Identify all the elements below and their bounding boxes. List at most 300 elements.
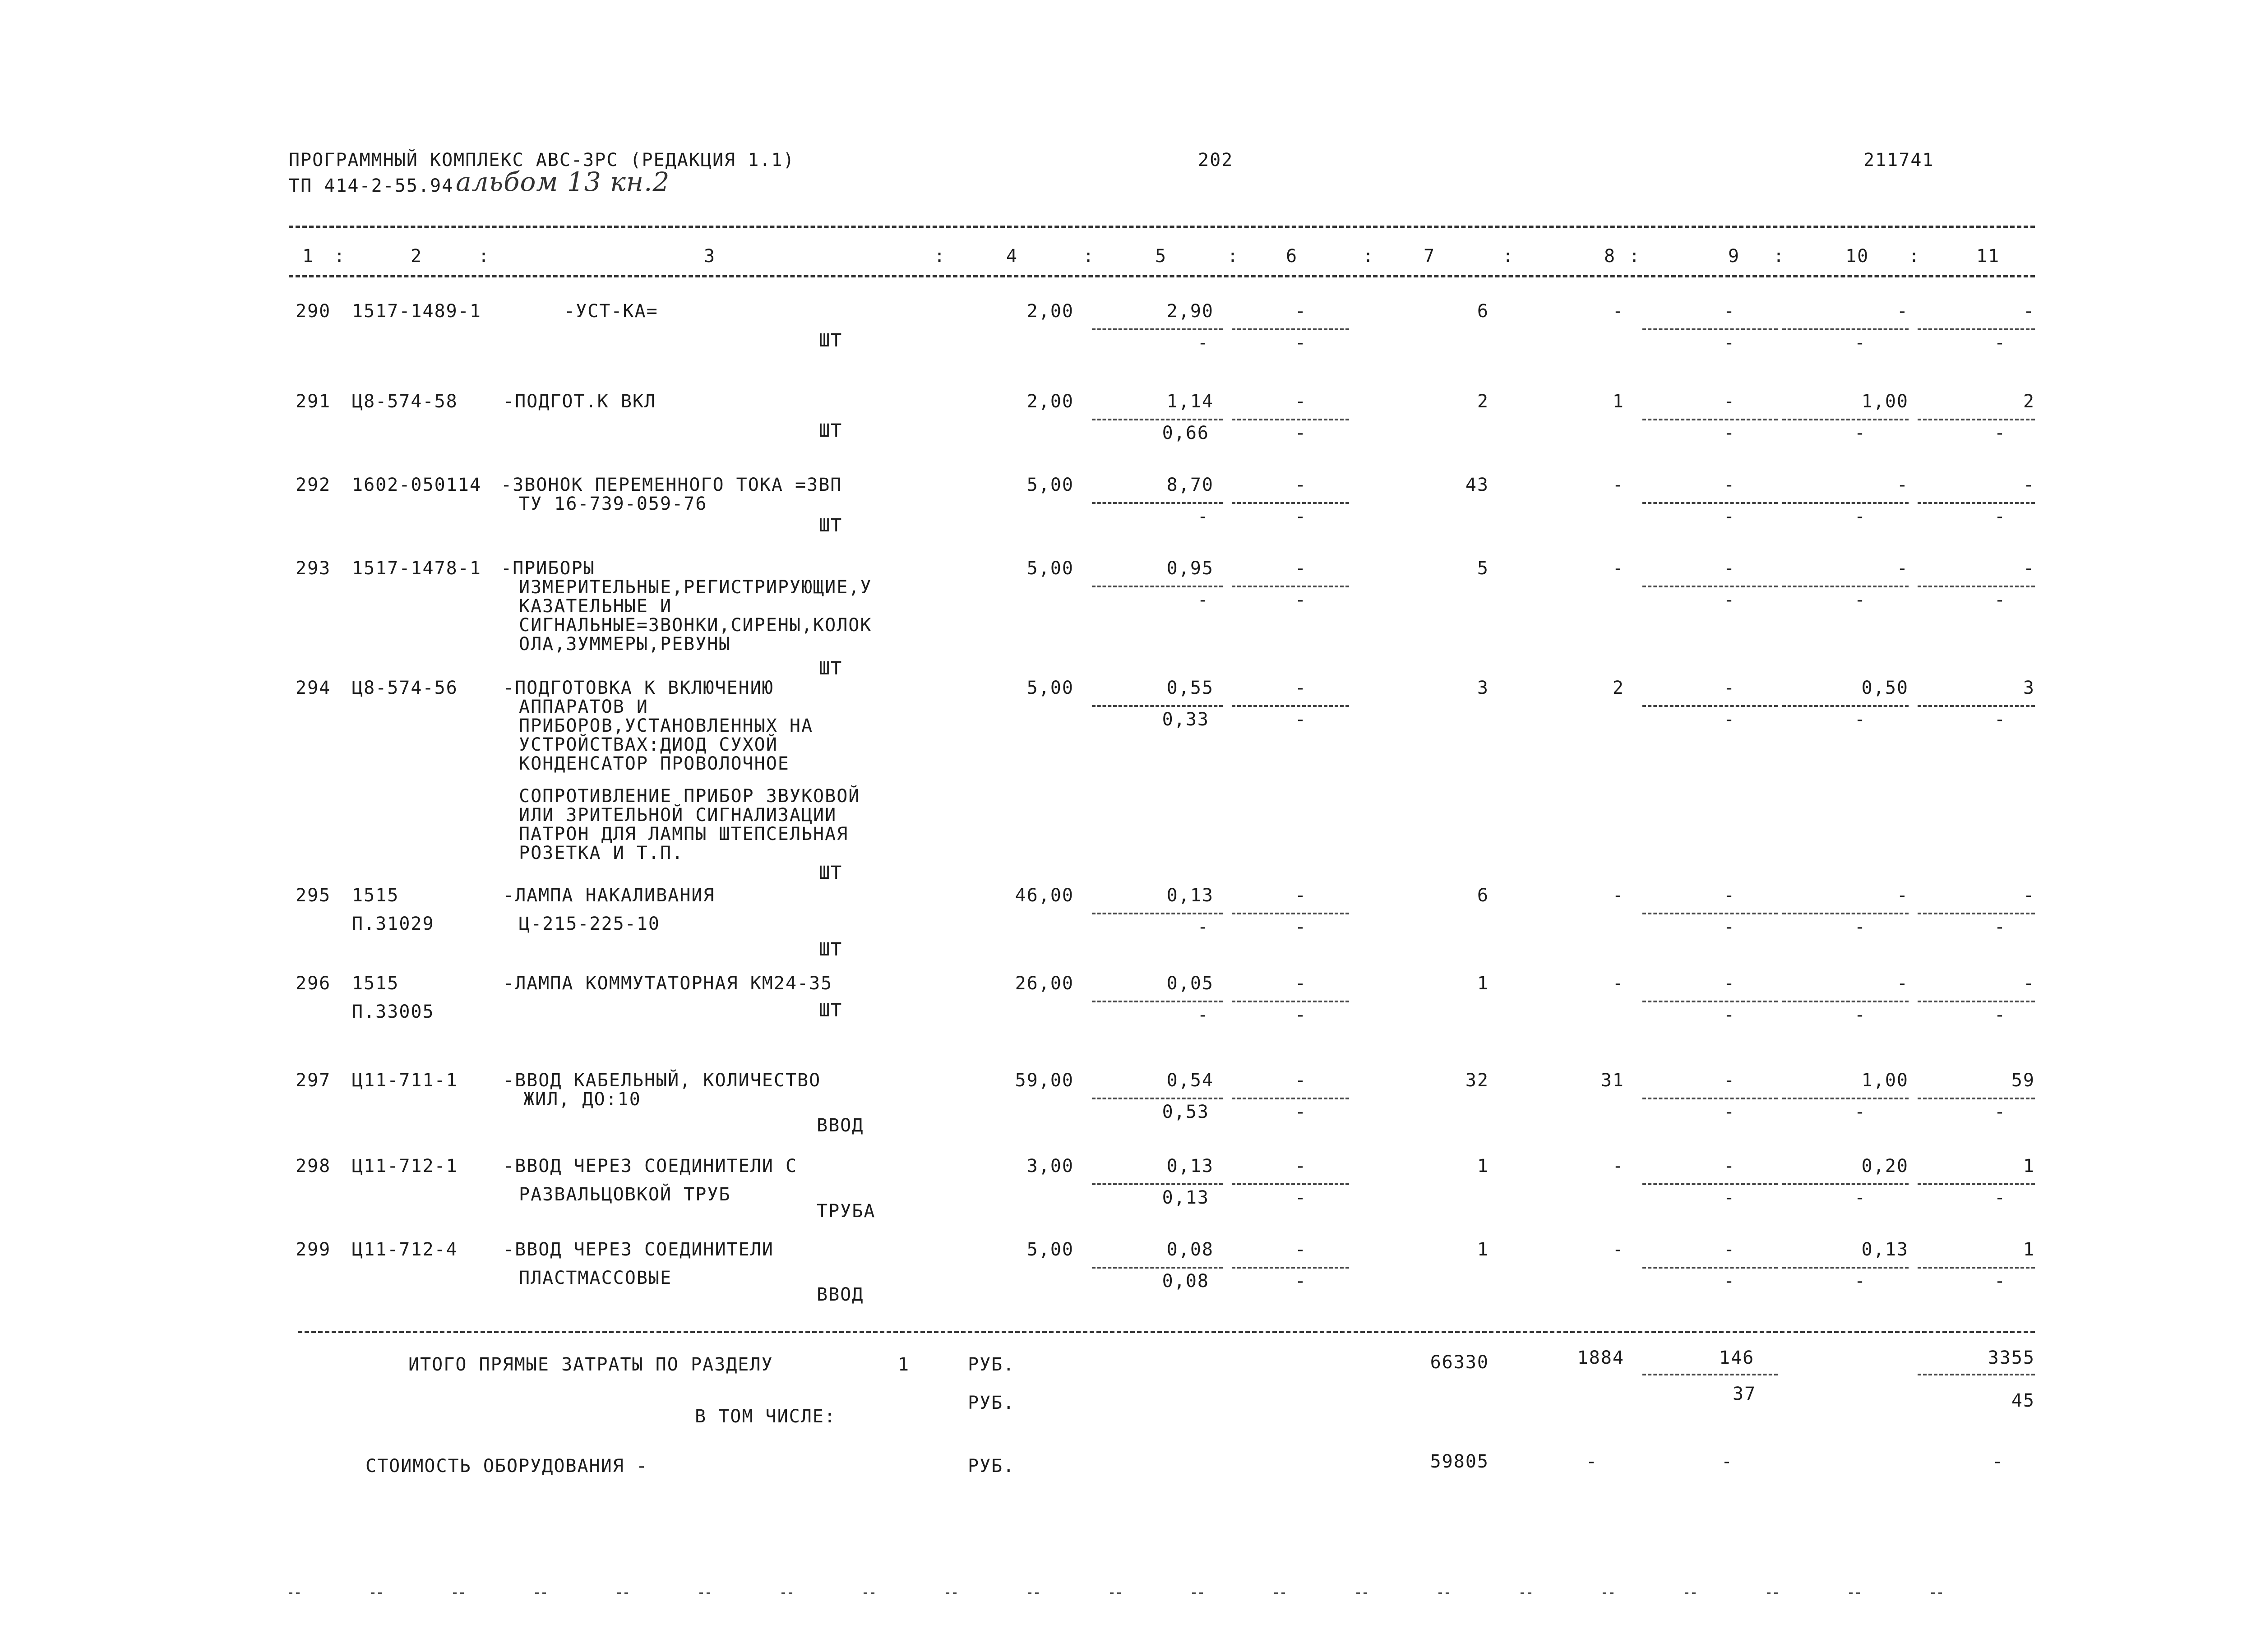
row-code-secondary: П.33005: [352, 1001, 435, 1022]
row-col8: -: [1612, 558, 1624, 579]
row-col5-bottom: 0,66: [1162, 423, 1209, 443]
row-col6-top: -: [1295, 1156, 1307, 1177]
row-col10-top: -: [1896, 558, 1909, 579]
row-col10-top: -: [1896, 973, 1909, 994]
cell-rule: [1232, 1183, 1349, 1185]
row-col9-bottom: -: [1724, 1187, 1736, 1208]
row-col11-bottom: -: [1994, 1187, 2006, 1208]
row-description-line: СИГНАЛЬНЫЕ=ЗВОНКИ,СИРЕНЫ,КОЛОК: [519, 615, 872, 636]
row-col10-top: 1,00: [1861, 1070, 1909, 1091]
row-col8: -: [1612, 885, 1624, 906]
row-col11-bottom: -: [1994, 1271, 2006, 1292]
row-col9-top: -: [1724, 1156, 1736, 1177]
row-unit: ШТ: [819, 330, 843, 351]
row-number: 291: [296, 391, 331, 412]
bottom-dash: [1767, 1592, 1778, 1594]
page-number: 202: [1198, 150, 1234, 171]
row-col5-bottom: -: [1197, 506, 1209, 527]
cell-rule: [1092, 705, 1223, 707]
cell-rule: [1782, 1098, 1909, 1099]
row-col6-top: -: [1295, 1070, 1307, 1091]
column-separator: :: [478, 246, 490, 267]
row-col10-bottom: -: [1854, 423, 1867, 443]
row-unit: ШТ: [819, 863, 843, 883]
row-col5-top: 0,08: [1166, 1239, 1214, 1260]
row-col6-top: -: [1295, 475, 1307, 495]
totals-col9-rule: [1642, 1374, 1778, 1375]
row-col10-bottom: -: [1854, 709, 1867, 730]
column-header-4: 4: [1006, 246, 1018, 267]
row-code: 1602-050114: [352, 475, 481, 495]
bottom-dash: [1438, 1592, 1449, 1594]
cell-rule: [1232, 1098, 1349, 1099]
equipment-col11: -: [1992, 1451, 2004, 1472]
cell-rule: [1232, 705, 1349, 707]
cell-rule: [1232, 586, 1349, 587]
row-unit: ШТ: [819, 420, 843, 441]
row-description-line: -ЗВОНОК ПЕРЕМЕННОГО ТОКА =ЗВП: [501, 475, 842, 495]
row-code: Ц8-574-56: [352, 678, 458, 698]
row-col10-top: -: [1896, 301, 1909, 322]
cell-rule: [1918, 1267, 2035, 1269]
row-description-line: -УСТ-КА=: [564, 301, 658, 322]
program-title: ПРОГРАММНЫЙ КОМПЛЕКС АВС-3РС (РЕДАКЦИЯ 1.1): [289, 150, 795, 171]
row-description-line: АППАРАТОВ И: [519, 697, 648, 717]
row-col5-bottom: 0,33: [1162, 709, 1209, 730]
bottom-dash: [535, 1592, 546, 1594]
row-col11-bottom: -: [1994, 1102, 2006, 1122]
column-separator: :: [1502, 246, 1515, 267]
row-col5-top: 0,05: [1166, 973, 1214, 994]
row-col9-top: -: [1724, 301, 1736, 322]
row-description-line: -ПРИБОРЫ: [501, 558, 595, 579]
row-description-line: -ПОДГОТОВКА К ВКЛЮЧЕНИЮ: [503, 678, 774, 698]
row-quantity: 5,00: [1026, 475, 1074, 495]
cell-rule: [1092, 502, 1223, 504]
row-unit: ШТ: [819, 939, 843, 960]
bottom-dash: [1685, 1592, 1696, 1594]
row-description-line: ПРИБОРОВ,УСТАНОВЛЕННЫХ НА: [519, 715, 814, 736]
equipment-col8: -: [1586, 1451, 1598, 1472]
row-unit: ТРУБА: [817, 1201, 876, 1222]
row-col6-bottom: -: [1295, 332, 1307, 353]
row-code: Ц11-712-4: [352, 1239, 458, 1260]
cell-rule: [1642, 1183, 1778, 1185]
row-col6-top: -: [1295, 558, 1307, 579]
row-number: 296: [296, 973, 331, 994]
cell-rule: [1642, 419, 1778, 420]
bottom-dash: [617, 1592, 628, 1594]
totals-col11-sub: 45: [2011, 1390, 2035, 1411]
row-col5-top: 0,13: [1166, 885, 1214, 906]
row-code: 1517-1478-1: [352, 558, 481, 579]
row-col5-top: 0,55: [1166, 678, 1214, 698]
row-col6-bottom: -: [1295, 1271, 1307, 1292]
cell-rule: [1232, 328, 1349, 330]
bottom-dash: [453, 1592, 464, 1594]
row-col11-top: -: [2023, 475, 2035, 495]
row-col8: 2: [1612, 678, 1624, 698]
totals-section: 1: [898, 1354, 910, 1375]
row-col9-top: -: [1724, 475, 1736, 495]
row-col11-top: 1: [2023, 1239, 2035, 1260]
row-col6-bottom: -: [1295, 709, 1307, 730]
row-col5-top: 0,54: [1166, 1070, 1214, 1091]
row-col8: 1: [1612, 391, 1624, 412]
row-quantity: 3,00: [1026, 1156, 1074, 1177]
row-col11-top: 59: [2011, 1070, 2035, 1091]
row-unit: ВВОД: [817, 1115, 864, 1136]
bottom-dash: [1356, 1592, 1367, 1594]
row-col7: 32: [1465, 1070, 1489, 1091]
row-col11-top: 1: [2023, 1156, 2035, 1177]
row-col9-bottom: -: [1724, 506, 1736, 527]
column-separator: :: [1909, 246, 1921, 267]
column-separator: :: [1773, 246, 1785, 267]
cell-rule: [1918, 502, 2035, 504]
header-bottom-rule: [289, 275, 2035, 277]
row-col11-bottom: -: [1994, 423, 2006, 443]
row-number: 294: [296, 678, 331, 698]
cell-rule: [1092, 1001, 1223, 1002]
row-description-line: ПЛАСТМАССОВЫЕ: [519, 1268, 672, 1288]
row-col11-top: -: [2023, 301, 2035, 322]
column-header-5: 5: [1155, 246, 1167, 267]
cell-rule: [1092, 419, 1223, 420]
cell-rule: [1092, 913, 1223, 914]
totals-col7: 66330: [1430, 1352, 1489, 1373]
equipment-unit: РУБ.: [968, 1456, 1015, 1477]
row-number: 295: [296, 885, 331, 906]
cell-rule: [1918, 586, 2035, 587]
row-col9-bottom: -: [1724, 1102, 1736, 1122]
row-description-line: -ПОДГОТ.К ВКЛ: [503, 391, 656, 412]
row-col9-top: -: [1724, 391, 1736, 412]
row-col9-top: -: [1724, 1070, 1736, 1091]
bottom-dash: [864, 1592, 874, 1594]
cell-rule: [1092, 1267, 1223, 1269]
column-header-7: 7: [1424, 246, 1436, 267]
row-code: Ц11-711-1: [352, 1070, 458, 1091]
row-quantity: 5,00: [1026, 678, 1074, 698]
handwritten-note: альбом 13 кн.2: [456, 166, 670, 197]
bottom-dash: [946, 1592, 957, 1594]
row-description-line: КОНДЕНСАТОР ПРОВОЛОЧНОЕ: [519, 753, 790, 774]
row-col7: 2: [1477, 391, 1489, 412]
cell-rule: [1092, 328, 1223, 330]
document-number: 211741: [1863, 150, 1934, 171]
row-description-line: -ВВОД ЧЕРЕЗ СОЕДИНИТЕЛИ С: [503, 1156, 798, 1177]
row-col6-bottom: -: [1295, 1187, 1307, 1208]
cell-rule: [1782, 1001, 1909, 1002]
row-col11-top: -: [2023, 558, 2035, 579]
row-col5-bottom: 0,08: [1162, 1271, 1209, 1292]
row-col10-bottom: -: [1854, 1005, 1867, 1025]
row-col7: 6: [1477, 301, 1489, 322]
cell-rule: [1642, 705, 1778, 707]
cell-rule: [1782, 502, 1909, 504]
row-col8: 31: [1600, 1070, 1624, 1091]
cell-rule: [1232, 419, 1349, 420]
row-col6-top: -: [1295, 1239, 1307, 1260]
totals-label: ИТОГО ПРЯМЫЕ ЗАТРАТЫ ПО РАЗДЕЛУ: [408, 1354, 773, 1375]
row-col10-bottom: -: [1854, 332, 1867, 353]
cell-rule: [1092, 1183, 1223, 1185]
cell-rule: [1642, 913, 1778, 914]
bottom-dash: [1931, 1592, 1942, 1594]
cell-rule: [1918, 1098, 2035, 1099]
totals-rule: [298, 1331, 2035, 1333]
row-col11-bottom: -: [1994, 709, 2006, 730]
row-col11-bottom: -: [1994, 506, 2006, 527]
row-code: 1515: [352, 885, 399, 906]
row-col9-bottom: -: [1724, 423, 1736, 443]
row-number: 293: [296, 558, 331, 579]
row-description-line: ИЛИ ЗРИТЕЛЬНОЙ СИГНАЛИЗАЦИИ: [519, 805, 837, 826]
column-header-9: 9: [1728, 246, 1740, 267]
cell-rule: [1918, 913, 2035, 914]
bottom-dash: [699, 1592, 710, 1594]
row-code: 1517-1489-1: [352, 301, 481, 322]
cell-rule: [1642, 502, 1778, 504]
row-col7: 6: [1477, 885, 1489, 906]
column-header-1: 1: [302, 246, 314, 267]
column-header-11: 11: [1976, 246, 2000, 267]
row-quantity: 59,00: [1015, 1070, 1074, 1091]
row-col5-bottom: -: [1197, 1005, 1209, 1025]
row-col5-bottom: 0,53: [1162, 1102, 1209, 1122]
row-col10-bottom: -: [1854, 917, 1867, 937]
row-description-line: -ВВОД КАБЕЛЬНЫЙ, КОЛИЧЕСТВО: [503, 1070, 821, 1091]
row-unit: ШТ: [819, 1000, 843, 1021]
cell-rule: [1642, 1001, 1778, 1002]
row-quantity: 5,00: [1026, 1239, 1074, 1260]
row-quantity: 2,00: [1026, 301, 1074, 322]
cell-rule: [1782, 328, 1909, 330]
row-col9-top: -: [1724, 1239, 1736, 1260]
row-col10-top: 0,13: [1861, 1239, 1909, 1260]
row-description-line: СОПРОТИВЛЕНИЕ ПРИБОР ЗВУКОВОЙ: [519, 786, 860, 807]
project-code: ТП 414-2-55.94: [289, 175, 454, 196]
row-description-line: ТУ 16-739-059-76: [519, 494, 707, 514]
row-col5-top: 0,95: [1166, 558, 1214, 579]
column-header-3: 3: [704, 246, 716, 267]
row-col9-top: -: [1724, 558, 1736, 579]
bottom-dash: [1603, 1592, 1613, 1594]
column-separator: :: [1363, 246, 1375, 267]
cell-rule: [1782, 1267, 1909, 1269]
cell-rule: [1232, 1267, 1349, 1269]
row-number: 290: [296, 301, 331, 322]
header-top-rule: [289, 226, 2035, 228]
equipment-col9: -: [1721, 1451, 1734, 1472]
row-col8: -: [1612, 475, 1624, 495]
row-description-line: -ЛАМПА КОММУТАТОРНАЯ КМ24-35: [503, 973, 833, 994]
totals-unit-2: РУБ.: [968, 1393, 1015, 1413]
cell-rule: [1092, 586, 1223, 587]
row-col5-top: 8,70: [1166, 475, 1214, 495]
row-col10-top: 0,50: [1861, 678, 1909, 698]
row-code-secondary: П.31029: [352, 914, 435, 934]
row-col6-bottom: -: [1295, 1005, 1307, 1025]
cell-rule: [1782, 419, 1909, 420]
bottom-dash: [781, 1592, 792, 1594]
row-col6-bottom: -: [1295, 917, 1307, 937]
row-col7: 43: [1465, 475, 1489, 495]
row-col10-bottom: -: [1854, 1187, 1867, 1208]
row-number: 299: [296, 1239, 331, 1260]
row-col5-bottom: -: [1197, 917, 1209, 937]
row-number: 292: [296, 475, 331, 495]
row-description-line: -ВВОД ЧЕРЕЗ СОЕДИНИТЕЛИ: [503, 1239, 774, 1260]
row-col6-bottom: -: [1295, 423, 1307, 443]
cell-rule: [1642, 328, 1778, 330]
row-quantity: 46,00: [1015, 885, 1074, 906]
column-header-6: 6: [1286, 246, 1298, 267]
row-col7: 1: [1477, 1156, 1489, 1177]
row-col5-top: 1,14: [1166, 391, 1214, 412]
row-col10-bottom: -: [1854, 506, 1867, 527]
row-number: 297: [296, 1070, 331, 1091]
row-col11-top: -: [2023, 973, 2035, 994]
row-col11-bottom: -: [1994, 1005, 2006, 1025]
totals-col9: 146: [1719, 1347, 1755, 1368]
row-col9-top: -: [1724, 678, 1736, 698]
totals-col8: 1884: [1577, 1347, 1624, 1368]
bottom-dash: [1028, 1592, 1039, 1594]
including-label: В ТОМ ЧИСЛЕ:: [695, 1406, 836, 1427]
row-col6-top: -: [1295, 391, 1307, 412]
cell-rule: [1782, 1183, 1909, 1185]
column-separator: :: [1629, 246, 1641, 267]
row-col6-bottom: -: [1295, 590, 1307, 610]
cell-rule: [1642, 1098, 1778, 1099]
row-quantity: 2,00: [1026, 391, 1074, 412]
row-col7: 1: [1477, 1239, 1489, 1260]
cell-rule: [1918, 328, 2035, 330]
row-col11-bottom: -: [1994, 332, 2006, 353]
cell-rule: [1642, 1267, 1778, 1269]
row-col8: -: [1612, 301, 1624, 322]
row-description-line: ЖИЛ, ДО:10: [523, 1089, 641, 1110]
row-number: 298: [296, 1156, 331, 1177]
row-description-line: Ц-215-225-10: [519, 914, 660, 934]
column-separator: :: [334, 246, 346, 267]
bottom-dash: [1192, 1592, 1203, 1594]
row-description-line: РАЗВАЛЬЦОВКОЙ ТРУБ: [519, 1184, 731, 1205]
row-code: Ц11-712-1: [352, 1156, 458, 1177]
cell-rule: [1918, 419, 2035, 420]
totals-col11-rule: [1918, 1374, 2035, 1375]
row-quantity: 26,00: [1015, 973, 1074, 994]
bottom-dash: [289, 1592, 300, 1594]
equipment-label: СТОИМОСТЬ ОБОРУДОВАНИЯ -: [365, 1456, 648, 1477]
row-col10-top: -: [1896, 885, 1909, 906]
totals-col11: 3355: [1988, 1347, 2035, 1368]
row-col9-bottom: -: [1724, 1271, 1736, 1292]
cell-rule: [1642, 586, 1778, 587]
row-col7: 3: [1477, 678, 1489, 698]
row-col9-bottom: -: [1724, 709, 1736, 730]
row-col11-bottom: -: [1994, 917, 2006, 937]
cell-rule: [1232, 913, 1349, 914]
row-col9-bottom: -: [1724, 590, 1736, 610]
row-col10-top: 1,00: [1861, 391, 1909, 412]
totals-col9-sub: 37: [1733, 1384, 1757, 1404]
bottom-dash: [1274, 1592, 1285, 1594]
row-col11-top: 2: [2023, 391, 2035, 412]
column-separator: :: [1083, 246, 1095, 267]
row-description-line: ИЗМЕРИТЕЛЬНЫЕ,РЕГИСТРИРУЮЩИЕ,У: [519, 577, 872, 598]
row-col8: -: [1612, 1239, 1624, 1260]
bottom-dash: [1849, 1592, 1860, 1594]
cell-rule: [1918, 705, 2035, 707]
row-code: 1515: [352, 973, 399, 994]
row-col8: -: [1612, 973, 1624, 994]
cell-rule: [1918, 1001, 2035, 1002]
row-col7: 5: [1477, 558, 1489, 579]
row-col6-top: -: [1295, 885, 1307, 906]
row-description-line: УСТРОЙСТВАХ:ДИОД СУХОЙ: [519, 734, 778, 755]
row-col10-bottom: -: [1854, 1102, 1867, 1122]
row-code: Ц8-574-58: [352, 391, 458, 412]
cell-rule: [1782, 913, 1909, 914]
bottom-dash: [371, 1592, 382, 1594]
column-header-8: 8: [1604, 246, 1616, 267]
row-col5-bottom: -: [1197, 590, 1209, 610]
row-col6-top: -: [1295, 301, 1307, 322]
row-col6-top: -: [1295, 973, 1307, 994]
row-col10-bottom: -: [1854, 590, 1867, 610]
row-description-line: -ЛАМПА НАКАЛИВАНИЯ: [503, 885, 715, 906]
row-col10-top: -: [1896, 475, 1909, 495]
row-col9-bottom: -: [1724, 917, 1736, 937]
row-col9-bottom: -: [1724, 332, 1736, 353]
row-col9-top: -: [1724, 885, 1736, 906]
cell-rule: [1918, 1183, 2035, 1185]
row-col7: 1: [1477, 973, 1489, 994]
row-col6-bottom: -: [1295, 1102, 1307, 1122]
row-col8: -: [1612, 1156, 1624, 1177]
column-header-10: 10: [1845, 246, 1869, 267]
row-col10-bottom: -: [1854, 1271, 1867, 1292]
bottom-dash: [1110, 1592, 1121, 1594]
cell-rule: [1232, 502, 1349, 504]
row-description-line: ОЛА,ЗУММЕРЫ,РЕВУНЫ: [519, 634, 731, 655]
row-unit: ШТ: [819, 515, 843, 536]
bottom-dash: [1521, 1592, 1531, 1594]
row-col10-top: 0,20: [1861, 1156, 1909, 1177]
cell-rule: [1092, 1098, 1223, 1099]
cell-rule: [1782, 586, 1909, 587]
row-unit: ШТ: [819, 658, 843, 679]
row-unit: ВВОД: [817, 1284, 864, 1305]
row-quantity: 5,00: [1026, 558, 1074, 579]
column-header-2: 2: [411, 246, 423, 267]
row-col6-top: -: [1295, 678, 1307, 698]
column-separator: :: [1227, 246, 1239, 267]
row-description-line: КАЗАТЕЛЬНЫЕ И: [519, 596, 672, 617]
row-col6-bottom: -: [1295, 506, 1307, 527]
totals-unit: РУБ.: [968, 1354, 1015, 1375]
row-description-line: ПАТРОН ДЛЯ ЛАМПЫ ШТЕПСЕЛЬНАЯ: [519, 824, 849, 844]
row-col5-bottom: 0,13: [1162, 1187, 1209, 1208]
cell-rule: [1232, 1001, 1349, 1002]
row-col9-bottom: -: [1724, 1005, 1736, 1025]
cell-rule: [1782, 705, 1909, 707]
row-col11-top: 3: [2023, 678, 2035, 698]
row-col9-top: -: [1724, 973, 1736, 994]
